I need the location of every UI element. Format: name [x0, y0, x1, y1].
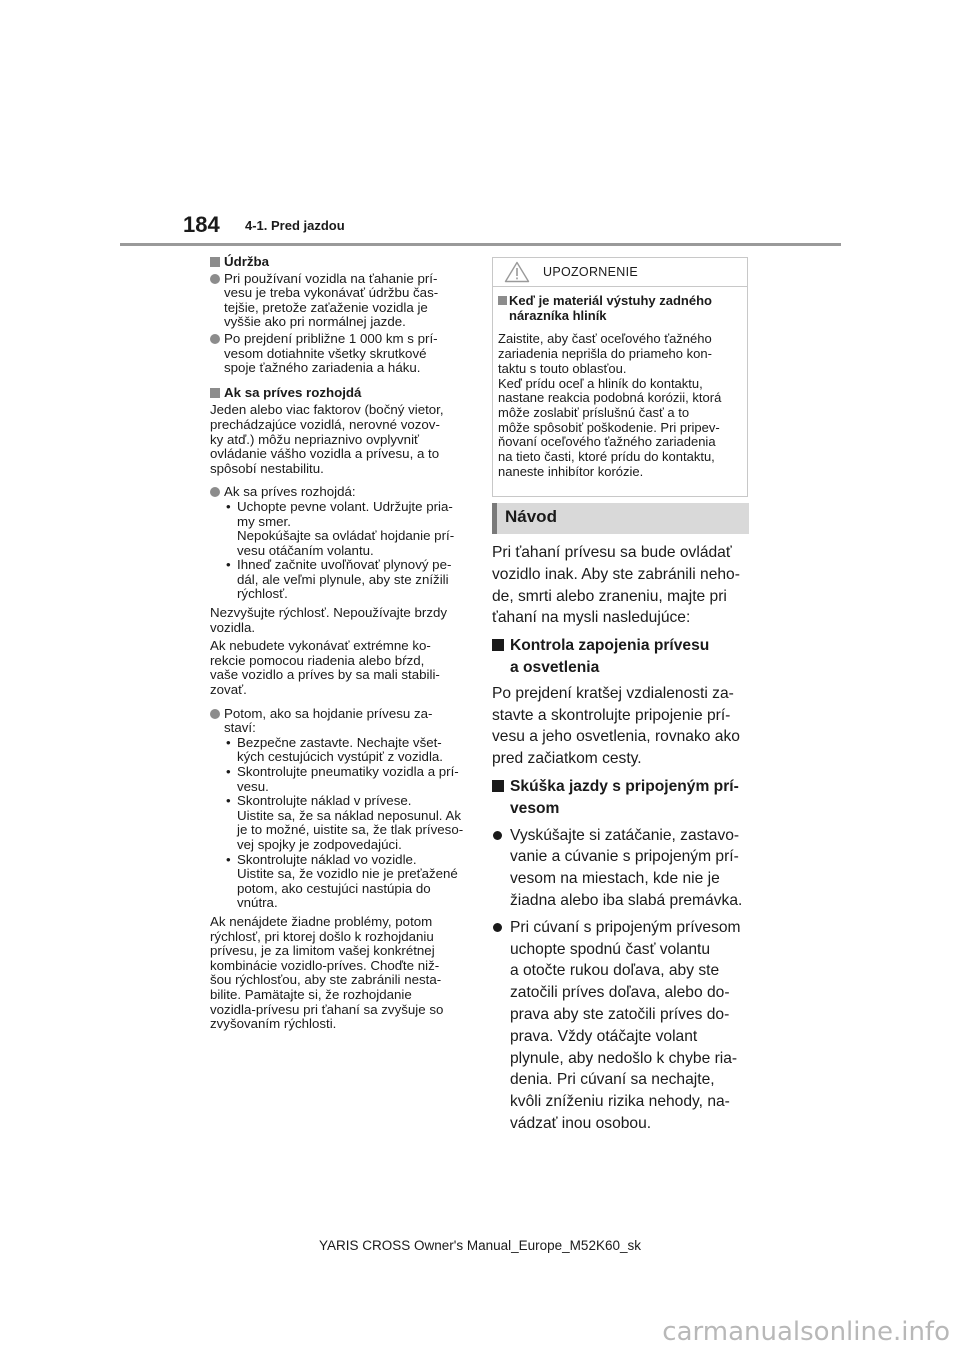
sub-list-item: • Skontrolujte náklad v prívese. Uistite sa, že sa náklad neposunul. Ak je to možné, uistite sa, že tlak príveso- vej spojky je zodpovedajúci.: [224, 794, 470, 852]
caution-subheading: Keď je materiál výstuhy zadného nárazníka hliník: [498, 294, 742, 323]
caution-box: [492, 257, 748, 497]
circle-bullet-icon: [210, 334, 220, 344]
left-column: [210, 255, 470, 1032]
bullet-item: Pri používaní vozidla na ťahanie prí- vesu je treba vykonávať údržbu čas- tejšie, pretože zaťaženie vozidla je vyššie ako pri normálnej jazde.: [210, 272, 470, 330]
paragraph: Po prejdení kratšej vzdialenosti za- stavte a skontrolujte pripojenie prí- vesu a jeho osvetlenia, rovnako ako pred začiatkom cesty.: [492, 684, 740, 768]
square-bullet-icon: [492, 780, 504, 792]
header-divider: [120, 243, 841, 246]
square-bullet-icon: [498, 296, 507, 305]
sub-list: [224, 736, 470, 911]
paragraph: Jeden alebo viac faktorov (bočný vietor, prechádzajúce vozidlá, nerovné vozov- ky atď.) môžu nepriaznivo ovplyvniť ovládanie vášho vozidla a prívesu, a to spôsobí nestabilitu.: [210, 402, 444, 476]
subheading-maintenance: Údržba: [210, 255, 470, 270]
square-bullet-icon: [210, 257, 220, 267]
sub-list-item: • Skontrolujte pneumatiky vozidla a prí- vesu.: [224, 765, 470, 794]
footer-text: YARIS CROSS Owner's Manual_Europe_M52K60_sk: [319, 1238, 641, 1253]
right-column: [492, 542, 757, 1135]
square-bullet-icon: [210, 388, 220, 398]
heading-accent: [492, 503, 497, 534]
bullet-item: Potom, ako sa hojdanie prívesu za- staví: • Bezpečne zastavte. Nechajte všet- kých cestujúcich vystúpiť z vozidla. • Skontrolujte pneumatiky vozidla a prí- vesu. • Skontrolujte náklad v prívese. Uistite sa, že sa náklad neposunul. Ak je to možné, uistite sa, že tlak príveso- vej spojky je zodpovedajúci. • Skontrolujte náklad vo vozidle. Uistite sa, že vozidlo nie je preťažené potom, ako cestujúci nastúpia do vnútra.: [210, 707, 470, 911]
sub-list-item: • Ihneď začnite uvoľňovať plynový pe- dál, ale veľmi plynule, aby ste znížili rýchlosť.: [224, 558, 470, 602]
section-heading: Návod: [505, 507, 557, 526]
bullet-item: Po prejdení približne 1 000 km s prí- vesom dotiahnite všetky skrutkové spoje ťažného zariadenia a háku.: [210, 332, 470, 376]
sub-list: [224, 500, 470, 602]
subheading-connection-check: Kontrola zapojenia prívesu a osvetlenia: [492, 635, 757, 679]
paragraph: Ak nebudete vykonávať extrémne ko- rekcie pomocou riadenia alebo bŕzd, vaše vozidlo a príves by sa mali stabili- zovať.: [210, 638, 440, 698]
warning-triangle-icon: [504, 261, 530, 283]
subheading-test-drive: Skúška jazdy s pripojeným prí- vesom: [492, 776, 757, 820]
square-bullet-icon: [492, 639, 504, 651]
circle-bullet-icon: [493, 831, 502, 840]
sub-list-item: • Bezpečne zastavte. Nechajte všet- kých cestujúcich vystúpiť z vozidla.: [224, 736, 470, 765]
intro-paragraph: Pri ťahaní prívesu sa bude ovládať vozidlo inak. Aby ste zabránili neho- de, smrti alebo zraneniu, majte pri ťahaní na mysli nasledujúce:: [492, 544, 740, 627]
bullet-item: Pri cúvaní s pripojeným prívesom uchopte spodnú časť volantu a otočte rukou doľava, aby ste zatočili príves doľava, alebo do- prava aby ste zatočili príves do- prava. Vždy otáčajte volant plynule, aby nedošlo k chybe ria- denia. Pri cúvaní sa nechajte, kvôli zníženiu rizika nehody, na- vádzať inou osobou.: [492, 917, 757, 1135]
paragraph: Ak nenájdete žiadne problémy, potom rýchlosť, pri ktorej došlo k rozhojdaniu prívesu, je za limitom vašej konkrétnej kombinácie vozidlo-príves. Choďte niž- šou rýchlosťou, aby ste zabránili nesta- bilite. Pamätajte si, že rozhojdanie vozidla-prívesu pri ťahaní sa zvyšuje so zvyšovaním rýchlosti.: [210, 913, 444, 1032]
bullet-item: Ak sa príves rozhojdá: • Uchopte pevne volant. Udržujte pria- my smer. Nepokúšajte sa ovládať hojdanie prí- vesu otáčaním volantu. • Ihneď začnite uvoľňovať plynový pe- dál, ale veľmi plynule, aby ste znížili rýchlosť.: [210, 485, 470, 602]
sub-list-item: • Skontrolujte náklad vo vozidle. Uistite sa, že vozidlo nie je preťažené potom, ako cestujúci nastúpia do vnútra.: [224, 853, 470, 911]
circle-bullet-icon: [210, 274, 220, 284]
caution-header: [493, 258, 747, 287]
subheading-trailer-sway: Ak sa príves rozhojdá: [210, 386, 470, 401]
section-title: 4-1. Pred jazdou: [245, 218, 345, 233]
watermark: carmanualsonline.info: [662, 1317, 950, 1347]
section-heading-bar: [492, 503, 749, 534]
circle-bullet-icon: [210, 709, 220, 719]
sub-list-item: • Uchopte pevne volant. Udržujte pria- my smer. Nepokúšajte sa ovládať hojdanie prí- vesu otáčaním volantu.: [224, 500, 470, 558]
caution-text: Zaistite, aby časť oceľového ťažného zariadenia neprišla do priameho kon- taktu s touto oblasťou. Keď prídu oceľ a hliník do kontaktu, nastane reakcia podobná korózii, ktorá môže zoslabiť príslušnú časť a to môže spôsobiť poškodenie. Pri pripev- ňovaní oceľového ťažného zariadenia na tieto časti, ktoré prídu do kontaktu, naneste inhibítor korózie.: [498, 331, 722, 479]
page-number: 184: [183, 212, 220, 237]
bullet-item: Vyskúšajte si zatáčanie, zastavo- vanie a cúvanie s pripojeným prí- vesom na miestach, kde nie je žiadna alebo iba slabá premávka.: [492, 825, 757, 912]
caution-body: [493, 287, 747, 479]
paragraph: Nezvyšujte rýchlosť. Nepoužívajte brzdy vozidla.: [210, 605, 448, 635]
circle-bullet-icon: [493, 923, 502, 932]
circle-bullet-icon: [210, 487, 220, 497]
caution-title: UPOZORNENIE: [543, 265, 638, 279]
